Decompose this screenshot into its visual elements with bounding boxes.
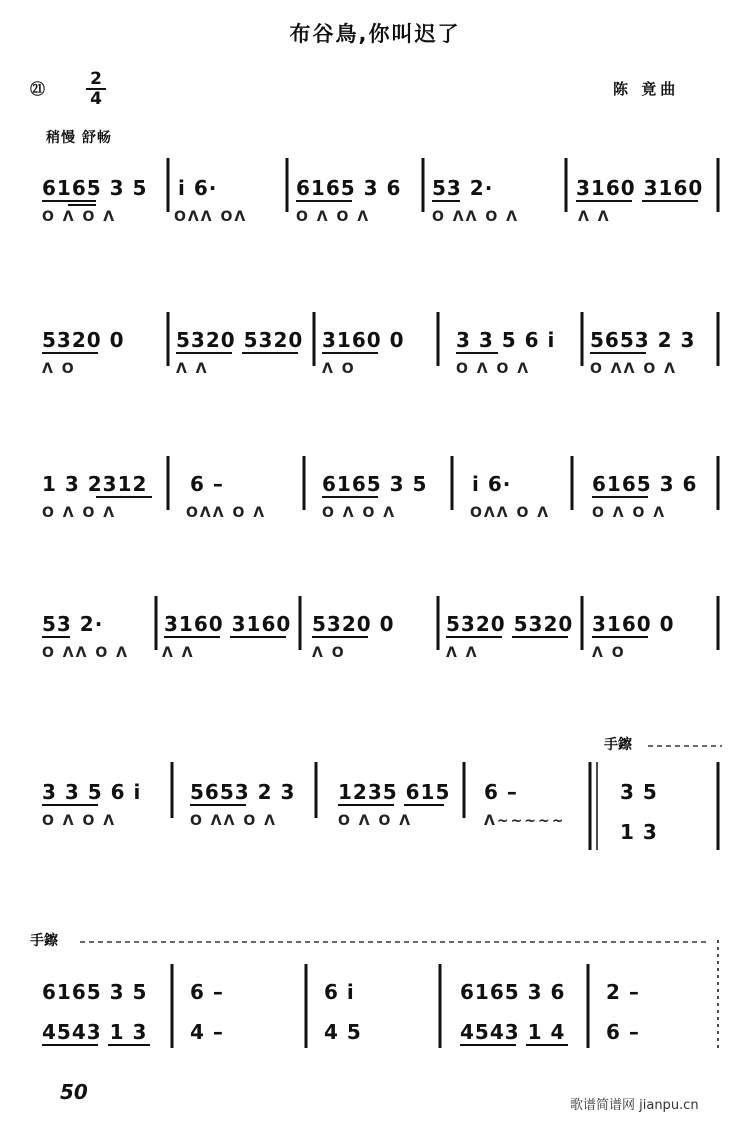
- cymbal-label: 手鑔: [30, 933, 58, 949]
- rhythm-pattern: O Λ O Λ: [338, 813, 413, 829]
- rhythm-pattern: OΛΛ O Λ: [470, 505, 551, 521]
- measure-notes: 6165 3 6: [460, 980, 566, 1004]
- measure-notes: 2 –: [606, 980, 640, 1004]
- bass-notes: 6 –: [606, 1020, 640, 1044]
- bass-notes: 4543 1 4: [460, 1020, 566, 1044]
- rhythm-pattern: O Λ O Λ: [592, 505, 667, 521]
- watermark: 歌谱简谱网 jianpu.cn: [570, 1098, 699, 1113]
- measure-notes: 3 3 5 6 i: [456, 328, 556, 352]
- measure-notes: 5320 0: [312, 612, 395, 636]
- measure-notes: 6165 3 5: [42, 176, 148, 200]
- measure-notes: 6165 3 6: [592, 472, 698, 496]
- rhythm-pattern: Λ Λ: [162, 645, 195, 661]
- rhythm-pattern: Λ O: [592, 645, 626, 661]
- measure-notes: 6165 3 5: [42, 980, 148, 1004]
- time-signature-numerator: 2: [90, 69, 102, 89]
- rhythm-pattern: Λ Λ: [446, 645, 479, 661]
- bass-notes: 4 –: [190, 1020, 224, 1044]
- measure-notes: 3160 0: [592, 612, 675, 636]
- rhythm-pattern: O Λ O Λ: [42, 209, 117, 225]
- measure-notes: 3160 3160: [576, 176, 704, 200]
- cymbal-chord-top: 3 5: [620, 780, 658, 804]
- rhythm-pattern: Λ O: [42, 361, 76, 377]
- rhythm-pattern: O ΛΛ O Λ: [590, 361, 677, 377]
- measure-notes: 1235 615: [338, 780, 451, 804]
- rhythm-pattern: O Λ O Λ: [296, 209, 371, 225]
- song-title: 布谷鳥,你叫迟了: [289, 22, 461, 46]
- measure-notes: 6165 3 5: [322, 472, 428, 496]
- rhythm-pattern: Λ~~~~~: [484, 813, 566, 829]
- bass-notes: 4 5: [324, 1020, 362, 1044]
- bass-notes: 4543 1 3: [42, 1020, 148, 1044]
- rhythm-pattern: O Λ O Λ: [322, 505, 397, 521]
- measure-notes: 5320 5320: [176, 328, 304, 352]
- rhythm-pattern: O Λ O Λ: [42, 813, 117, 829]
- measure-notes: 3160 0: [322, 328, 405, 352]
- measure-notes: 3160 3160: [164, 612, 292, 636]
- measure-notes: i 6·: [472, 472, 512, 496]
- cymbal-chord-bottom: 1 3: [620, 820, 658, 844]
- measure-notes: 5320 5320: [446, 612, 574, 636]
- measure-notes: 1 3 2312: [42, 472, 148, 496]
- measure-notes: 6 i: [324, 980, 355, 1004]
- rhythm-pattern: O ΛΛ O Λ: [42, 645, 129, 661]
- rhythm-pattern: O ΛΛ O Λ: [432, 209, 519, 225]
- rhythm-pattern: Λ O: [312, 645, 346, 661]
- measure-notes: 53 2·: [42, 612, 104, 636]
- rhythm-pattern: Λ Λ: [578, 209, 611, 225]
- rhythm-pattern: OΛΛ OΛ: [174, 209, 248, 225]
- measure-notes: 6 –: [484, 780, 518, 804]
- page-number: 50: [60, 1080, 88, 1104]
- measure-notes: 53 2·: [432, 176, 494, 200]
- time-signature-denominator: 4: [86, 88, 106, 108]
- rhythm-pattern: Λ O: [322, 361, 356, 377]
- rhythm-pattern: O ΛΛ O Λ: [190, 813, 277, 829]
- composer-credit: 陈 竟曲: [613, 80, 680, 98]
- measure-notes: 5653 2 3: [590, 328, 696, 352]
- measure-notes: 5653 2 3: [190, 780, 296, 804]
- rhythm-pattern: O Λ O Λ: [456, 361, 531, 377]
- expression-marking: 稍慢 舒畅: [46, 130, 112, 146]
- rhythm-pattern: Λ Λ: [176, 361, 209, 377]
- measure-notes: 6 –: [190, 472, 224, 496]
- rhythm-pattern: O Λ O Λ: [42, 505, 117, 521]
- rhythm-pattern: OΛΛ O Λ: [186, 505, 267, 521]
- measure-notes: 5320 0: [42, 328, 125, 352]
- measure-notes: i 6·: [178, 176, 218, 200]
- measure-notes: 6 –: [190, 980, 224, 1004]
- measure-notes: 3 3 5 6 i: [42, 780, 142, 804]
- measure-notes: 6165 3 6: [296, 176, 402, 200]
- cymbal-label: 手鑔: [604, 737, 632, 753]
- section-marker: ㉑: [30, 80, 46, 98]
